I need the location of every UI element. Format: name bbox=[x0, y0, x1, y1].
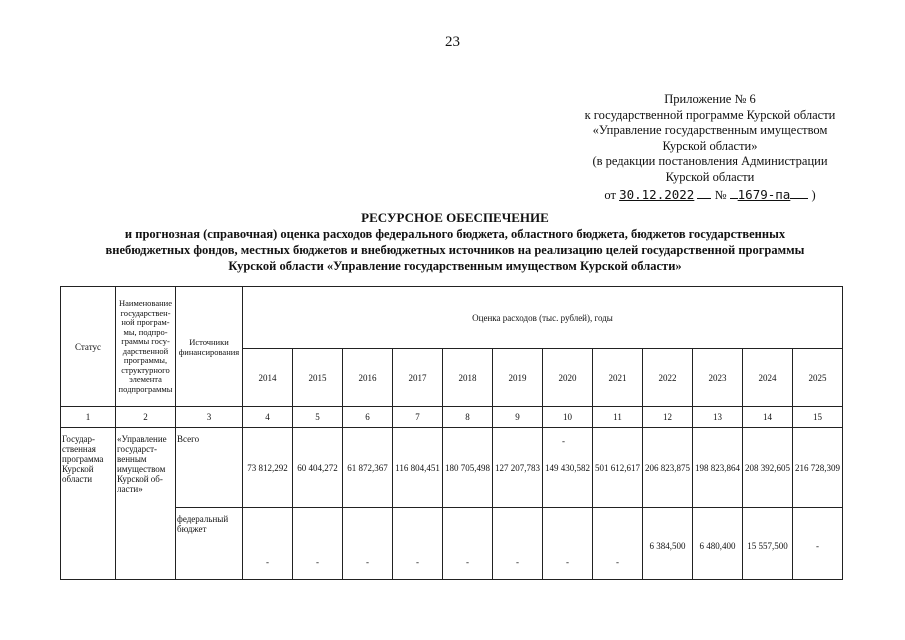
column-number: 8 bbox=[443, 407, 493, 428]
column-number: 5 bbox=[293, 407, 343, 428]
year-header: 2020 bbox=[543, 349, 593, 407]
value-cell: 180 705,498 bbox=[443, 428, 493, 508]
value-cell: 116 804,451 bbox=[393, 428, 443, 508]
resource-table bbox=[60, 286, 843, 580]
appendix-line: (в редакции постановления Администрации bbox=[592, 154, 828, 168]
header-status: Статус bbox=[61, 287, 116, 407]
column-number: 9 bbox=[493, 407, 543, 428]
value-cell: - bbox=[293, 508, 343, 580]
status-cell: Государ-ственная программа Курской области bbox=[61, 428, 116, 580]
value-cell: 206 823,875 bbox=[643, 428, 693, 508]
blank-line bbox=[697, 186, 711, 199]
year-header: 2021 bbox=[593, 349, 643, 407]
header-estimate: Оценка расходов (тыс. рублей), годы bbox=[243, 287, 843, 349]
value-cell: 127 207,783 bbox=[493, 428, 543, 508]
value-cell: - bbox=[593, 508, 643, 580]
value-cell: 6 384,500 bbox=[643, 508, 693, 580]
value-cell: 208 392,605 bbox=[743, 428, 793, 508]
document-heading bbox=[60, 210, 850, 274]
document-subtitle-line: Курской области «Управление государственным имуществом Курской области» bbox=[228, 259, 682, 273]
program-name-cell: «Управление государст-венным имуществом Курской об-ласти» bbox=[116, 428, 176, 580]
column-number: 14 bbox=[743, 407, 793, 428]
value-cell: 61 872,367 bbox=[343, 428, 393, 508]
column-number: 3 bbox=[176, 407, 243, 428]
column-number: 10 bbox=[543, 407, 593, 428]
column-number: 7 bbox=[393, 407, 443, 428]
year-header: 2024 bbox=[743, 349, 793, 407]
date-prefix: от bbox=[604, 188, 616, 202]
page-number: 23 bbox=[445, 34, 460, 50]
year-header: 2014 bbox=[243, 349, 293, 407]
year-header: 2017 bbox=[393, 349, 443, 407]
year-header: 2022 bbox=[643, 349, 693, 407]
year-header: 2023 bbox=[693, 349, 743, 407]
value-cell: - bbox=[493, 508, 543, 580]
value-cell: 73 812,292 bbox=[243, 428, 293, 508]
appendix-line: Курской области bbox=[665, 169, 755, 184]
blank-line bbox=[730, 186, 738, 199]
appendix-line: Приложение № 6 bbox=[664, 92, 756, 106]
year-header: 2025 bbox=[793, 349, 843, 407]
column-number: 12 bbox=[643, 407, 693, 428]
column-number: 11 bbox=[593, 407, 643, 428]
value-cell: 198 823,864 bbox=[693, 428, 743, 508]
value-cell: 216 728,309 bbox=[793, 428, 843, 508]
table-row bbox=[61, 428, 843, 508]
header-financing-sources: Источники финансирования bbox=[176, 287, 243, 407]
value-cell: - bbox=[443, 508, 493, 580]
resolution-number: 1679-па bbox=[737, 187, 791, 202]
column-number: 13 bbox=[693, 407, 743, 428]
appendix-block bbox=[560, 92, 860, 204]
value-cell: 15 557,500 bbox=[743, 508, 793, 580]
value-cell: - bbox=[393, 508, 443, 580]
value-cell: 149 430,582 bbox=[543, 428, 593, 508]
year-header: 2019 bbox=[493, 349, 543, 407]
document-title: РЕСУРСНОЕ ОБЕСПЕЧЕНИЕ bbox=[361, 210, 549, 225]
year-header: 2018 bbox=[443, 349, 493, 407]
column-number: 6 bbox=[343, 407, 393, 428]
value-cell: - bbox=[243, 508, 293, 580]
value-cell: - bbox=[793, 508, 843, 580]
appendix-line: к государственной программе Курской области bbox=[584, 107, 836, 122]
resolution-date: 30.12.2022 bbox=[619, 187, 695, 202]
number-label: № bbox=[714, 188, 727, 202]
document-subtitle-line: и прогнозная (справочная) оценка расходов федерального бюджета, областного бюджета, бюджетов государственных bbox=[124, 227, 786, 241]
appendix-dateline bbox=[560, 186, 860, 204]
source-cell: федеральный бюджет bbox=[176, 508, 243, 580]
closing-paren: ) bbox=[811, 188, 816, 202]
value-cell: 60 404,272 bbox=[293, 428, 343, 508]
column-number: 15 bbox=[793, 407, 843, 428]
column-number: 2 bbox=[116, 407, 176, 428]
table-row bbox=[61, 508, 843, 580]
stray-mark: - bbox=[562, 436, 565, 446]
year-header: 2016 bbox=[343, 349, 393, 407]
column-number: 4 bbox=[243, 407, 293, 428]
value-cell: 501 612,617 bbox=[593, 428, 643, 508]
blank-line bbox=[790, 186, 808, 199]
appendix-line: «Управление государственным имуществом bbox=[592, 123, 828, 137]
document-subtitle-line: внебюджетных фондов, местных бюджетов и внебюджетных источников на реализацию целей государственной программы bbox=[105, 243, 805, 257]
source-cell: Всего bbox=[176, 428, 243, 508]
column-number: 1 bbox=[61, 407, 116, 428]
header-program-name: Наименование государствен-ной програм-мы, подпро-граммы госу-дарственной программы, структурного элемента подпрограммы bbox=[116, 287, 176, 407]
value-cell: 6 480,400 bbox=[693, 508, 743, 580]
value-cell: - bbox=[543, 508, 593, 580]
value-cell: - bbox=[343, 508, 393, 580]
appendix-line: Курской области» bbox=[662, 138, 758, 153]
resource-table-wrapper bbox=[60, 286, 843, 580]
year-header: 2015 bbox=[293, 349, 343, 407]
